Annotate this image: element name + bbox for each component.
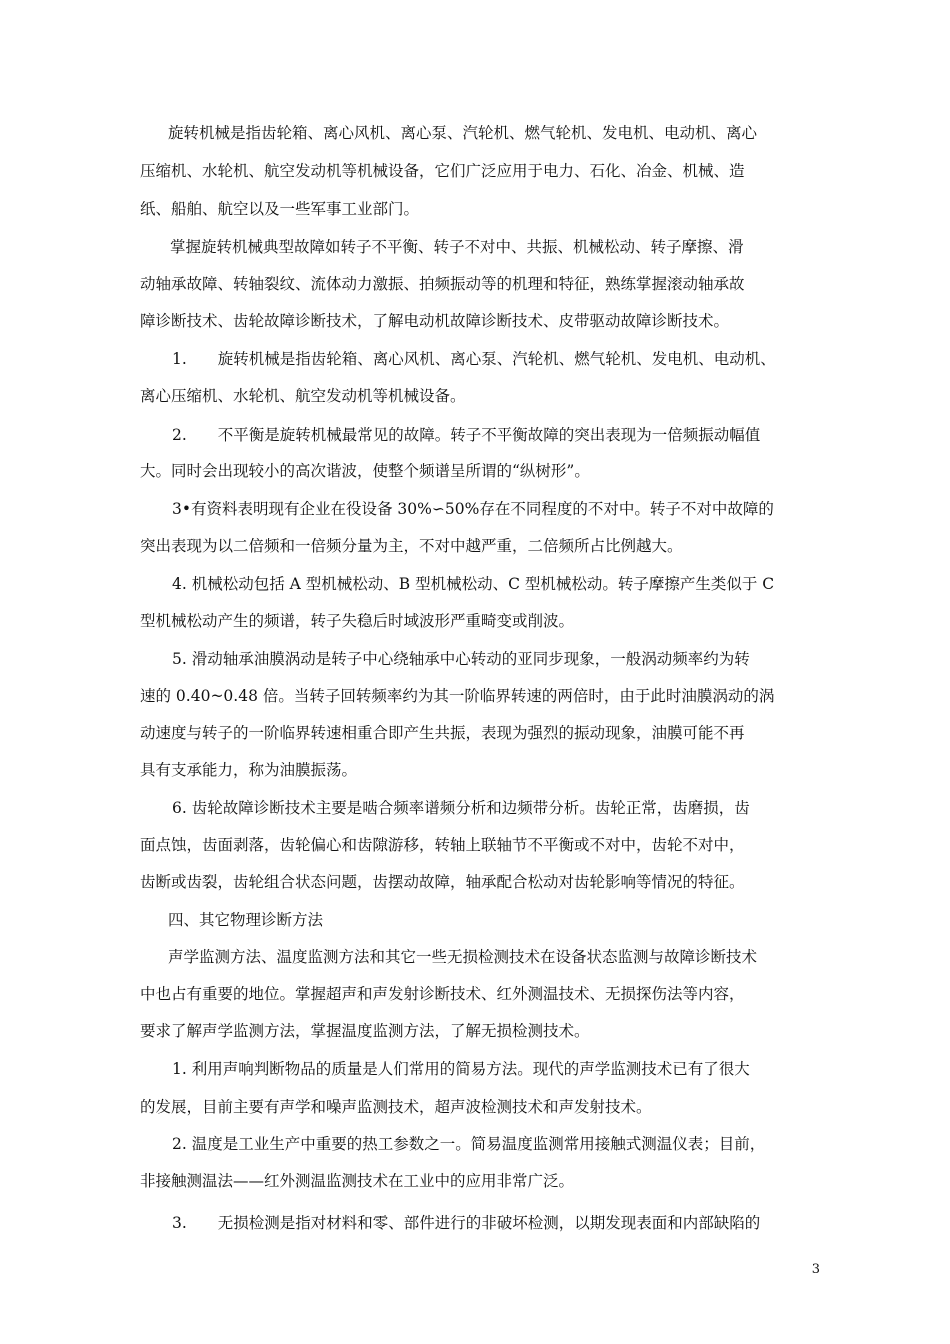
text-line: 3. 无损检测是指对材料和零、部件进行的非破坏检测，以期发现表面和内部缺陷的 [172, 1214, 761, 1232]
text-line: 1. 旋转机械是指齿轮箱、离心风机、离心泵、汽轮机、燃气轮机、发电机、电动机、 [172, 350, 776, 368]
text-line: 4. 机械松动包括 A 型机械松动、B 型机械松动、C 型机械松动。转子摩擦产生类似于 C [172, 575, 775, 593]
text-line: 1. 利用声响判断物品的质量是人们常用的简易方法。现代的声学监测技术已有了很大 [172, 1060, 750, 1078]
text-line: 纸、船舶、航空以及一些军事工业部门。 [140, 200, 420, 218]
text-line: 大。同时会出现较小的高次谐波，使整个频谱呈所谓的“纵树形”。 [140, 462, 590, 480]
text-line: 中也占有重要的地位。掌握超声和声发射诊断技术、红外测温技术、无损探伤法等内容， [140, 985, 745, 1003]
text-line: 2. 不平衡是旋转机械最常见的故障。转子不平衡故障的突出表现为一倍频振动幅值 [172, 426, 761, 444]
text-line: 2. 温度是工业生产中重要的热工参数之一。简易温度监测常用接触式测温仪表；目前， [172, 1135, 766, 1153]
text-line: 3•有资料表明现有企业在役设备 30%∽50%存在不同程度的不对中。转子不对中故障的 [172, 500, 774, 518]
text-line: 旋转机械是指齿轮箱、离心风机、离心泵、汽轮机、燃气轮机、发电机、电动机、离心 [168, 124, 758, 142]
text-line: 动速度与转子的一阶临界转速相重合即产生共振，表现为强烈的振动现象，油膜可能不再 [140, 724, 745, 742]
text-line: 要求了解声学监测方法，掌握温度监测方法，了解无损检测技术。 [140, 1022, 590, 1040]
text-line: 速的 0.40~0.48 倍。当转子回转频率约为其一阶临界转速的两倍时，由于此时油膜涡动的涡 [140, 687, 775, 705]
page-number: 3 [811, 1262, 820, 1277]
text-line: 6. 齿轮故障诊断技术主要是啮合频率谱频分析和边频带分析。齿轮正常，齿磨损，齿 [172, 799, 750, 817]
text-line: 动轴承故障、转轴裂纹、流体动力激振、拍频振动等的机理和特征，熟练掌握滚动轴承故 [140, 275, 745, 293]
text-line: 5. 滑动轴承油膜涡动是转子中心绕轴承中心转动的亚同步现象，一般涡动频率约为转 [172, 650, 750, 668]
text-line: 声学监测方法、温度监测方法和其它一些无损检测技术在设备状态监测与故障诊断技术 [168, 948, 758, 966]
text-line: 压缩机、水轮机、航空发动机等机械设备，它们广泛应用于电力、石化、冶金、机械、造 [140, 162, 745, 180]
text-line: 型机械松动产生的频谱，转子失稳后时域波形严重畸变或削波。 [140, 612, 575, 630]
text-line: 面点蚀，齿面剥落，齿轮偏心和齿隙游移，转轴上联轴节不平衡或不对中，齿轮不对中， [140, 836, 745, 854]
text-line: 障诊断技术、齿轮故障诊断技术，了解电动机故障诊断技术、皮带驱动故障诊断技术。 [140, 312, 730, 330]
text-line: 的发展，目前主要有声学和噪声监测技术，超声波检测技术和声发射技术。 [140, 1098, 652, 1116]
text-line: 非接触测温法——红外测温监测技术在工业中的应用非常广泛。 [140, 1172, 575, 1190]
text-line: 具有支承能力，称为油膜振荡。 [140, 761, 358, 779]
text-line: 突出表现为以二倍频和一倍频分量为主，不对中越严重，二倍频所占比例越大。 [140, 537, 683, 555]
text-line: 掌握旋转机械典型故障如转子不平衡、转子不对中、共振、机械松动、转子摩擦、滑 [170, 238, 744, 256]
text-line: 齿断或齿裂，齿轮组合状态问题，齿摆动故障，轴承配合松动对齿轮影响等情况的特征。 [140, 873, 745, 891]
section-heading: 四、其它物理诊断方法 [168, 911, 324, 929]
text-line: 离心压缩机、水轮机、航空发动机等机械设备。 [140, 387, 466, 405]
